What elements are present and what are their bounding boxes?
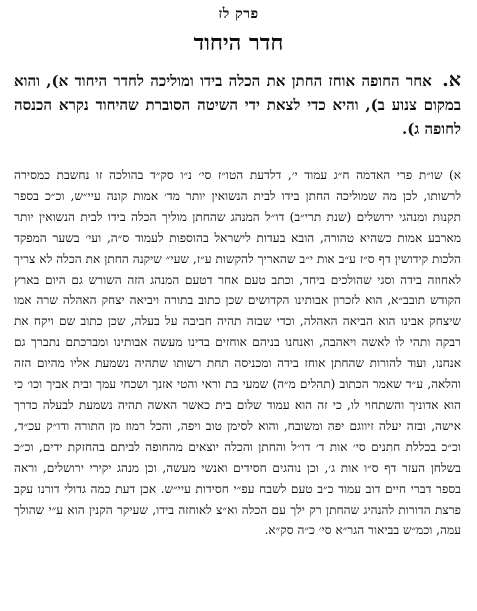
halacha-letter: א.: [442, 69, 461, 91]
footnotes-text: א) שו״ת פרי האדמה ח״ג עמוד י׳, דלדעת הטו״ז סי׳ נ״ו סק״ד בהולכה זו נחשבת כמסירה לרשותו, לכן מה שמוליכה החתן בידו לבית הנשואין יותר מד׳ אמות קונה עיי״ש, וכ״כ בספר תקנות ומנהגי ירושלים (שנת תרי״ב) דו״ל המנהג שהחתן מוליך הכלה בידו לבית הנשואין יותר מארבע אמות כשהיא טהורה, הובא בעדות לישראל בהוספות לעמוד ס״ה, ועי׳ בשער המפקד הלכות קידושין דף ס״ז ע״ב אות י״ב שהאריך להקשות ע״ז, שעי״ שיקנה החתן את הכלה לא צריך לאחוזה בידה וסגי שהולכים ביחד, וכתב טעם אחר דטעם המנהג הזה השורש גם היום בארץ הקודש תובב״א, הוא לזכרון אבותינו הקדושים שכן כתוב בתורה ויביאה יצחק האהלה שרה אמו שיצחק אבינו הוא הביאה האהלה, וכדי שבזה תהיה חביבה על בעלה, שכן כתוב שם ויקח את רבקה ותהי לו לאשה ויאהבה, ואנחנו בניהם אוחזים בדינו מעשה אבותינו ומברכתם נתברך גם אנחנו, ועוד להורות שהחתן אוחז בידה ומכניסה תחת רשותו שתהיה נשמעת אליו מהיום הזה והלאה, ע״ד שאמר הכתוב (תהלים מ״ה) שמעי בת וראי והטי אזנך ושכחי עמך ובית אביך וכו׳ כי הוא אדוניך והשתחוי לו, כי זה הוא עמוד שלום בית כאשר האשה תהיה נשמעת לבעלה כדרך אישה, ובזה יעלה זיווגם יפה ומשובח, והוא לסימן טוב ויפה, והכל רמוז מן התורה ודו״ק עכ״ד, וכ״כ בכללת חתנים סי׳ אות ד׳ דו״ל והחתן והכלה יוצאים מהחופה לביתם בהחזקת ידים, וכ״כ בשלחן העזר דף ס״ו אות ג׳, וכן נוהגים חסידים ואנשי מעשה, וכן מנהג יקירי ירושלים, וראה בספר דברי חיים דוב עמוד כ״ב טעם לשבח עפ״י חסידות עיי״ש. אכן דעת כמה גדולי דורנו עקב פרצת הדורות להנהיג שהחתן רק ילך עם הכלה וא״צ לאוחזה בידו, שעיקר הקנין הוא ע״י שהולך עמה, וכמ״ש בביאור הגר״א סי׳ כ״ה סק״א.: [14, 168, 461, 538]
page-title: חדר היחוד: [193, 30, 284, 56]
chapter-heading: פרק לז: [218, 6, 259, 22]
halacha-text: אחר החופה אוחז החתן את הכלה בידו ומוליכה לחדר היחוד א), והוא במקום צנוע ב), והיא כדי לצאת ידי השיטה הסוברת שהיחוד נקרא הכנסה לחופה ג).: [14, 72, 461, 138]
halacha-paragraph: [14, 68, 461, 141]
